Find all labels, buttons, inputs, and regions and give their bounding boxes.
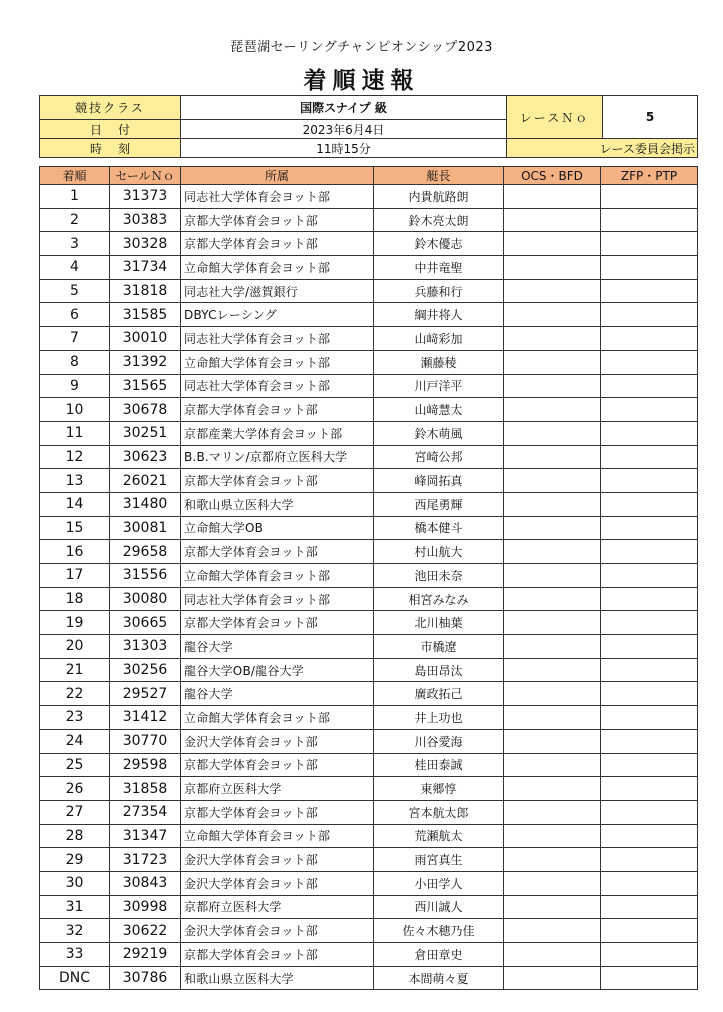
ocs-bfd-cell: [504, 587, 601, 611]
column-header-position: 着順: [40, 167, 110, 185]
class-label: 競技クラス: [40, 96, 181, 120]
time-value: 11時15分: [181, 139, 507, 158]
skipper-cell: 川戸洋平: [374, 374, 504, 398]
zfp-ptp-cell: [601, 895, 698, 919]
sail-no-cell: 31565: [110, 374, 181, 398]
table-row: [40, 279, 698, 303]
affiliation-cell: 金沢大学体育会ヨット部: [181, 848, 374, 872]
skipper-cell: 北川柚葉: [374, 611, 504, 635]
ocs-bfd-cell: [504, 208, 601, 232]
zfp-ptp-cell: [601, 492, 698, 516]
zfp-ptp-cell: [601, 327, 698, 351]
table-row: [40, 729, 698, 753]
sail-no-cell: 30256: [110, 658, 181, 682]
ocs-bfd-cell: [504, 564, 601, 588]
skipper-cell: 川谷愛海: [374, 729, 504, 753]
position-cell: 20: [40, 635, 110, 659]
affiliation-cell: 同志社大学体育会ヨット部: [181, 185, 374, 209]
table-row: [40, 208, 698, 232]
table-row: [40, 398, 698, 422]
skipper-cell: 廣政拓己: [374, 682, 504, 706]
position-cell: 32: [40, 919, 110, 943]
table-row: [40, 800, 698, 824]
ocs-bfd-cell: [504, 256, 601, 280]
position-cell: 13: [40, 469, 110, 493]
position-cell: 9: [40, 374, 110, 398]
ocs-bfd-cell: [504, 421, 601, 445]
sail-no-cell: 29527: [110, 682, 181, 706]
affiliation-cell: 京都大学体育会ヨット部: [181, 753, 374, 777]
skipper-cell: 西尾勇輝: [374, 492, 504, 516]
sail-no-cell: 29219: [110, 943, 181, 967]
affiliation-cell: 和歌山県立医科大学: [181, 492, 374, 516]
skipper-cell: 西川誠人: [374, 895, 504, 919]
results-table: [39, 166, 698, 990]
position-cell: 7: [40, 327, 110, 351]
affiliation-cell: 京都大学体育会ヨット部: [181, 208, 374, 232]
ocs-bfd-cell: [504, 540, 601, 564]
ocs-bfd-cell: [504, 729, 601, 753]
ocs-bfd-cell: [504, 185, 601, 209]
table-row: [40, 611, 698, 635]
position-cell: 1: [40, 185, 110, 209]
affiliation-cell: B.B.マリン/京都府立医科大学: [181, 445, 374, 469]
affiliation-cell: 金沢大学体育会ヨット部: [181, 919, 374, 943]
skipper-cell: 鈴木優志: [374, 232, 504, 256]
position-cell: 19: [40, 611, 110, 635]
zfp-ptp-cell: [601, 682, 698, 706]
ocs-bfd-cell: [504, 777, 601, 801]
table-row: [40, 871, 698, 895]
affiliation-cell: 立命館大学体育会ヨット部: [181, 706, 374, 730]
table-row: [40, 777, 698, 801]
zfp-ptp-cell: [601, 232, 698, 256]
ocs-bfd-cell: [504, 658, 601, 682]
table-row: [40, 516, 698, 540]
document-title: 着順速報: [303, 68, 420, 94]
table-row: [40, 753, 698, 777]
ocs-bfd-cell: [504, 327, 601, 351]
column-header-ocs-bfd: OCS・BFD: [504, 167, 601, 185]
table-row: [40, 635, 698, 659]
ocs-bfd-cell: [504, 753, 601, 777]
skipper-cell: 井上功也: [374, 706, 504, 730]
table-row: [40, 943, 698, 967]
affiliation-cell: DBYCレーシング: [181, 303, 374, 327]
skipper-cell: 鈴木亮太朗: [374, 208, 504, 232]
position-cell: 2: [40, 208, 110, 232]
sail-no-cell: 31818: [110, 279, 181, 303]
affiliation-cell: 京都大学体育会ヨット部: [181, 611, 374, 635]
zfp-ptp-cell: [601, 587, 698, 611]
ocs-bfd-cell: [504, 445, 601, 469]
zfp-ptp-cell: [601, 350, 698, 374]
zfp-ptp-cell: [601, 208, 698, 232]
zfp-ptp-cell: [601, 303, 698, 327]
position-cell: 30: [40, 871, 110, 895]
position-cell: 15: [40, 516, 110, 540]
affiliation-cell: 京都大学体育会ヨット部: [181, 800, 374, 824]
column-header-affiliation: 所属: [181, 167, 374, 185]
sail-no-cell: 30383: [110, 208, 181, 232]
zfp-ptp-cell: [601, 398, 698, 422]
position-cell: 3: [40, 232, 110, 256]
sail-no-cell: 31858: [110, 777, 181, 801]
skipper-cell: 宮崎公邦: [374, 445, 504, 469]
position-cell: 23: [40, 706, 110, 730]
ocs-bfd-cell: [504, 516, 601, 540]
zfp-ptp-cell: [601, 848, 698, 872]
position-cell: 5: [40, 279, 110, 303]
sail-no-cell: 31303: [110, 635, 181, 659]
ocs-bfd-cell: [504, 848, 601, 872]
committee-notice: レース委員会掲示: [507, 139, 698, 158]
skipper-cell: 東郷惇: [374, 777, 504, 801]
position-cell: DNC: [40, 966, 110, 990]
position-cell: 18: [40, 587, 110, 611]
ocs-bfd-cell: [504, 895, 601, 919]
zfp-ptp-cell: [601, 943, 698, 967]
zfp-ptp-cell: [601, 516, 698, 540]
affiliation-cell: 立命館大学体育会ヨット部: [181, 350, 374, 374]
skipper-cell: 内貴航路朗: [374, 185, 504, 209]
affiliation-cell: 京都府立医科大学: [181, 777, 374, 801]
skipper-cell: 兵藤和行: [374, 279, 504, 303]
zfp-ptp-cell: [601, 966, 698, 990]
affiliation-cell: 同志社大学/滋賀銀行: [181, 279, 374, 303]
position-cell: 16: [40, 540, 110, 564]
position-cell: 28: [40, 824, 110, 848]
affiliation-cell: 同志社大学体育会ヨット部: [181, 374, 374, 398]
position-cell: 26: [40, 777, 110, 801]
position-cell: 22: [40, 682, 110, 706]
skipper-cell: 中井竜聖: [374, 256, 504, 280]
skipper-cell: 鈴木萌風: [374, 421, 504, 445]
table-row: [40, 421, 698, 445]
table-row: [40, 564, 698, 588]
ocs-bfd-cell: [504, 824, 601, 848]
ocs-bfd-cell: [504, 682, 601, 706]
sail-no-cell: 30328: [110, 232, 181, 256]
race-no-label: レースＮｏ: [507, 96, 603, 139]
sail-no-cell: 30010: [110, 327, 181, 351]
zfp-ptp-cell: [601, 777, 698, 801]
affiliation-cell: 京都産業大学体育会ヨット部: [181, 421, 374, 445]
position-cell: 11: [40, 421, 110, 445]
sail-no-cell: 26021: [110, 469, 181, 493]
affiliation-cell: 金沢大学体育会ヨット部: [181, 729, 374, 753]
sail-no-cell: 30786: [110, 966, 181, 990]
sail-no-cell: 30998: [110, 895, 181, 919]
position-cell: 31: [40, 895, 110, 919]
sail-no-cell: 30622: [110, 919, 181, 943]
table-row: [40, 587, 698, 611]
affiliation-cell: 龍谷大学: [181, 635, 374, 659]
table-row: [40, 492, 698, 516]
time-label: 時刻: [40, 139, 181, 158]
affiliation-cell: 立命館大学OB: [181, 516, 374, 540]
ocs-bfd-cell: [504, 919, 601, 943]
zfp-ptp-cell: [601, 611, 698, 635]
zfp-ptp-cell: [601, 279, 698, 303]
ocs-bfd-cell: [504, 635, 601, 659]
affiliation-cell: 同志社大学体育会ヨット部: [181, 587, 374, 611]
table-row: [40, 374, 698, 398]
table-row: [40, 848, 698, 872]
sail-no-cell: 30081: [110, 516, 181, 540]
column-header-skipper: 艇長: [374, 167, 504, 185]
position-cell: 21: [40, 658, 110, 682]
table-row: [40, 682, 698, 706]
skipper-cell: 桂田泰誠: [374, 753, 504, 777]
sail-no-cell: 30251: [110, 421, 181, 445]
ocs-bfd-cell: [504, 871, 601, 895]
sail-no-cell: 31480: [110, 492, 181, 516]
table-row: [40, 919, 698, 943]
sail-no-cell: 30678: [110, 398, 181, 422]
sail-no-cell: 31723: [110, 848, 181, 872]
position-cell: 12: [40, 445, 110, 469]
skipper-cell: 相宮みなみ: [374, 587, 504, 611]
table-row: [40, 658, 698, 682]
affiliation-cell: 京都府立医科大学: [181, 895, 374, 919]
table-row: [40, 895, 698, 919]
position-cell: 24: [40, 729, 110, 753]
ocs-bfd-cell: [504, 279, 601, 303]
position-cell: 17: [40, 564, 110, 588]
zfp-ptp-cell: [601, 469, 698, 493]
position-cell: 10: [40, 398, 110, 422]
table-row: [40, 185, 698, 209]
race-no-value: 5: [603, 96, 698, 139]
ocs-bfd-cell: [504, 303, 601, 327]
skipper-cell: 倉田章史: [374, 943, 504, 967]
zfp-ptp-cell: [601, 800, 698, 824]
affiliation-cell: 京都大学体育会ヨット部: [181, 398, 374, 422]
skipper-cell: 橋本健斗: [374, 516, 504, 540]
sail-no-cell: 31412: [110, 706, 181, 730]
sail-no-cell: 30080: [110, 587, 181, 611]
position-cell: 27: [40, 800, 110, 824]
skipper-cell: 佐々木穂乃佳: [374, 919, 504, 943]
ocs-bfd-cell: [504, 398, 601, 422]
sail-no-cell: 30665: [110, 611, 181, 635]
zfp-ptp-cell: [601, 824, 698, 848]
ocs-bfd-cell: [504, 492, 601, 516]
position-cell: 4: [40, 256, 110, 280]
ocs-bfd-cell: [504, 611, 601, 635]
sail-no-cell: 31373: [110, 185, 181, 209]
position-cell: 6: [40, 303, 110, 327]
skipper-cell: 雨宮真生: [374, 848, 504, 872]
zfp-ptp-cell: [601, 706, 698, 730]
table-row: [40, 327, 698, 351]
results-header-row: [40, 167, 698, 185]
position-cell: 8: [40, 350, 110, 374]
affiliation-cell: 同志社大学体育会ヨット部: [181, 327, 374, 351]
skipper-cell: 本間萌々夏: [374, 966, 504, 990]
column-header-sail-no: セールＮｏ: [110, 167, 181, 185]
zfp-ptp-cell: [601, 658, 698, 682]
table-row: [40, 350, 698, 374]
skipper-cell: 村山航大: [374, 540, 504, 564]
sail-no-cell: 30623: [110, 445, 181, 469]
skipper-cell: 市橋遼: [374, 635, 504, 659]
affiliation-cell: 龍谷大学OB/龍谷大学: [181, 658, 374, 682]
sail-no-cell: 31347: [110, 824, 181, 848]
skipper-cell: 島田昂汰: [374, 658, 504, 682]
affiliation-cell: 京都大学体育会ヨット部: [181, 943, 374, 967]
affiliation-cell: 立命館大学体育会ヨット部: [181, 824, 374, 848]
table-row: [40, 540, 698, 564]
skipper-cell: 綱井将人: [374, 303, 504, 327]
zfp-ptp-cell: [601, 753, 698, 777]
sail-no-cell: 29658: [110, 540, 181, 564]
skipper-cell: 瀬藤稜: [374, 350, 504, 374]
table-row: [40, 256, 698, 280]
date-label: 日付: [40, 120, 181, 139]
zfp-ptp-cell: [601, 564, 698, 588]
position-cell: 25: [40, 753, 110, 777]
table-row: [40, 824, 698, 848]
affiliation-cell: 立命館大学体育会ヨット部: [181, 256, 374, 280]
zfp-ptp-cell: [601, 729, 698, 753]
affiliation-cell: 立命館大学体育会ヨット部: [181, 564, 374, 588]
position-cell: 33: [40, 943, 110, 967]
zfp-ptp-cell: [601, 871, 698, 895]
zfp-ptp-cell: [601, 445, 698, 469]
affiliation-cell: 京都大学体育会ヨット部: [181, 232, 374, 256]
sail-no-cell: 30770: [110, 729, 181, 753]
sail-no-cell: 31734: [110, 256, 181, 280]
skipper-cell: 荒瀬航太: [374, 824, 504, 848]
table-row: [40, 706, 698, 730]
ocs-bfd-cell: [504, 469, 601, 493]
table-row: [40, 232, 698, 256]
sail-no-cell: 27354: [110, 800, 181, 824]
zfp-ptp-cell: [601, 919, 698, 943]
class-value: 国際スナイプ 級: [181, 96, 507, 120]
zfp-ptp-cell: [601, 256, 698, 280]
table-row: [40, 966, 698, 990]
event-title: 琵琶湖セーリングチャンピオンシップ2023: [230, 40, 493, 55]
table-row: [40, 303, 698, 327]
ocs-bfd-cell: [504, 943, 601, 967]
skipper-cell: 山﨑慧太: [374, 398, 504, 422]
position-cell: 14: [40, 492, 110, 516]
zfp-ptp-cell: [601, 635, 698, 659]
ocs-bfd-cell: [504, 800, 601, 824]
race-info-table: [39, 95, 698, 158]
skipper-cell: 池田未奈: [374, 564, 504, 588]
affiliation-cell: 京都大学体育会ヨット部: [181, 540, 374, 564]
ocs-bfd-cell: [504, 350, 601, 374]
zfp-ptp-cell: [601, 185, 698, 209]
zfp-ptp-cell: [601, 374, 698, 398]
sail-no-cell: 31556: [110, 564, 181, 588]
affiliation-cell: 京都大学体育会ヨット部: [181, 469, 374, 493]
sail-no-cell: 30843: [110, 871, 181, 895]
ocs-bfd-cell: [504, 706, 601, 730]
affiliation-cell: 金沢大学体育会ヨット部: [181, 871, 374, 895]
table-row: [40, 469, 698, 493]
zfp-ptp-cell: [601, 540, 698, 564]
skipper-cell: 小田学人: [374, 871, 504, 895]
position-cell: 29: [40, 848, 110, 872]
ocs-bfd-cell: [504, 966, 601, 990]
sail-no-cell: 31392: [110, 350, 181, 374]
ocs-bfd-cell: [504, 232, 601, 256]
sail-no-cell: 31585: [110, 303, 181, 327]
sail-no-cell: 29598: [110, 753, 181, 777]
skipper-cell: 宮本航太郎: [374, 800, 504, 824]
affiliation-cell: 和歌山県立医科大学: [181, 966, 374, 990]
affiliation-cell: 龍谷大学: [181, 682, 374, 706]
skipper-cell: 峰岡拓真: [374, 469, 504, 493]
table-row: [40, 445, 698, 469]
date-value: 2023年6月4日: [181, 120, 507, 139]
ocs-bfd-cell: [504, 374, 601, 398]
column-header-zfp-ptp: ZFP・PTP: [601, 167, 698, 185]
zfp-ptp-cell: [601, 421, 698, 445]
skipper-cell: 山﨑彩加: [374, 327, 504, 351]
